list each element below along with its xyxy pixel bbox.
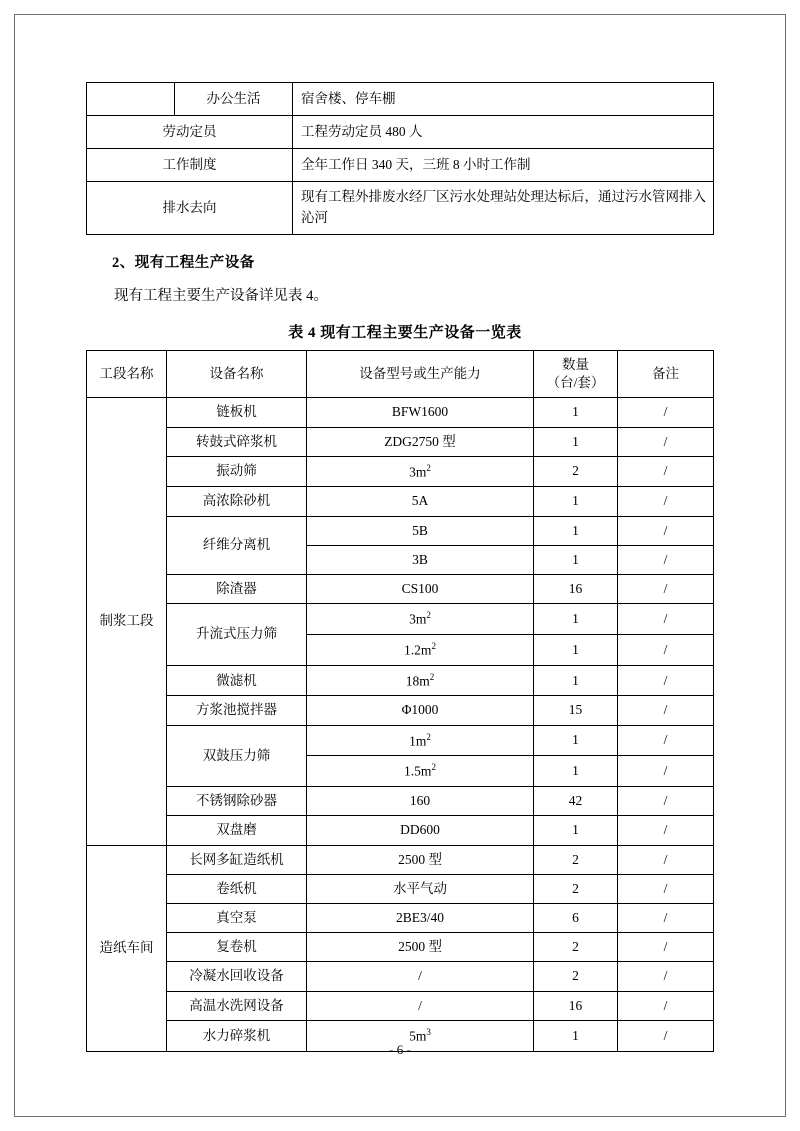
overview-row2-label: 工作制度 (87, 149, 293, 182)
equipment-quantity: 16 (534, 991, 618, 1020)
equipment-model: $18m^2$ (307, 665, 534, 696)
table-row (87, 725, 714, 756)
equipment-name: 水力碎浆机 (167, 1020, 307, 1051)
table-row (87, 456, 714, 487)
overview-row0-label (87, 83, 175, 116)
equipment-note: / (618, 845, 714, 874)
table-row (87, 427, 714, 456)
col-header-model: 设备型号或生产能力 (307, 350, 534, 397)
equipment-note: / (618, 933, 714, 962)
overview-row3-label: 排水去向 (87, 182, 293, 235)
equipment-note: / (618, 575, 714, 604)
table-row (87, 874, 714, 903)
equipment-quantity: 2 (534, 933, 618, 962)
equipment-note: / (618, 1020, 714, 1051)
equipment-model: 2500 型 (307, 933, 534, 962)
table-caption: 表 4 现有工程主要生产设备一览表 (288, 324, 522, 341)
equipment-model: $1.2m^2$ (307, 635, 534, 666)
page-content (86, 82, 714, 1052)
col-header-quantity-line1: 数量 (562, 356, 589, 372)
equipment-name: 纤维分离机 (167, 516, 307, 574)
overview-row1-label: 劳动定员 (87, 116, 293, 149)
equipment-quantity: 15 (534, 696, 618, 725)
equipment-note: / (618, 962, 714, 991)
equipment-model: 2500 型 (307, 845, 534, 874)
segment-name: 制浆工段 (87, 398, 167, 845)
section-paragraph: 现有工程主要生产设备详见表 4。 (114, 287, 328, 304)
equipment-name: 卷纸机 (167, 874, 307, 903)
equipment-note: / (618, 604, 714, 635)
equipment-quantity: 2 (534, 874, 618, 903)
equipment-quantity: 1 (534, 635, 618, 666)
equipment-model: / (307, 962, 534, 991)
equipment-quantity: 1 (534, 487, 618, 516)
equipment-model: Φ1000 (307, 696, 534, 725)
table-row (87, 604, 714, 635)
equipment-quantity: 2 (534, 456, 618, 487)
project-overview-table (86, 82, 714, 235)
equipment-note: / (618, 756, 714, 787)
equipment-name: 双盘磨 (167, 816, 307, 845)
equipment-name: 高浓除砂机 (167, 487, 307, 516)
equipment-model: 2BE3/40 (307, 904, 534, 933)
equipment-model: 5B (307, 516, 534, 545)
table-row (87, 816, 714, 845)
equipment-quantity: 1 (534, 604, 618, 635)
equipment-note: / (618, 398, 714, 427)
equipment-model: BFW1600 (307, 398, 534, 427)
equipment-quantity: 1 (534, 545, 618, 574)
table-header-row (87, 350, 714, 397)
equipment-name: 双鼓压力筛 (167, 725, 307, 786)
equipment-model: $3m^2$ (307, 456, 534, 487)
equipment-name: 除渣器 (167, 575, 307, 604)
table-row (87, 182, 714, 235)
equipment-quantity: 1 (534, 427, 618, 456)
equipment-note: / (618, 665, 714, 696)
equipment-note: / (618, 456, 714, 487)
equipment-name: 链板机 (167, 398, 307, 427)
equipment-name: 复卷机 (167, 933, 307, 962)
equipment-note: / (618, 427, 714, 456)
table-row (87, 575, 714, 604)
equipment-note: / (618, 787, 714, 816)
table-row (87, 933, 714, 962)
equipment-quantity: 1 (534, 725, 618, 756)
table-row (87, 991, 714, 1020)
equipment-note: / (618, 635, 714, 666)
table-row (87, 904, 714, 933)
equipment-quantity: 16 (534, 575, 618, 604)
equipment-quantity: 6 (534, 904, 618, 933)
equipment-note: / (618, 725, 714, 756)
equipment-model: CS100 (307, 575, 534, 604)
equipment-model: / (307, 991, 534, 1020)
overview-row1-value: 工程劳动定员 480 人 (293, 116, 714, 149)
section-heading: 2、现有工程生产设备 (112, 254, 255, 271)
equipment-model: $1m^2$ (307, 725, 534, 756)
overview-row0-value: 宿舍楼、停车棚 (293, 83, 714, 116)
col-header-equipment-name: 设备名称 (167, 350, 307, 397)
equipment-note: / (618, 487, 714, 516)
equipment-model: $1.5m^2$ (307, 756, 534, 787)
equipment-model: 5A (307, 487, 534, 516)
page-number: - 6 - (389, 1042, 411, 1057)
equipment-model: $3m^2$ (307, 604, 534, 635)
equipment-model: 3B (307, 545, 534, 574)
equipment-name: 转鼓式碎浆机 (167, 427, 307, 456)
equipment-quantity: 1 (534, 1020, 618, 1051)
equipment-model: $5m^3$ (307, 1020, 534, 1051)
equipment-note: / (618, 816, 714, 845)
equipment-quantity: 1 (534, 516, 618, 545)
equipment-model: 水平气动 (307, 874, 534, 903)
table-row (87, 665, 714, 696)
equipment-name: 真空泵 (167, 904, 307, 933)
equipment-model: ZDG2750 型 (307, 427, 534, 456)
equipment-name: 振动筛 (167, 456, 307, 487)
equipment-name: 高温水洗网设备 (167, 991, 307, 1020)
equipment-quantity: 2 (534, 962, 618, 991)
equipment-name: 长网多缸造纸机 (167, 845, 307, 874)
equipment-name: 升流式压力筛 (167, 604, 307, 665)
equipment-quantity: 1 (534, 756, 618, 787)
equipment-name: 微滤机 (167, 665, 307, 696)
col-header-segment: 工段名称 (87, 350, 167, 397)
table-row (87, 398, 714, 427)
col-header-quantity-line2: （台/套） (546, 375, 605, 391)
table-row (87, 962, 714, 991)
table-row (87, 487, 714, 516)
equipment-model: 160 (307, 787, 534, 816)
equipment-quantity: 1 (534, 665, 618, 696)
segment-name: 造纸车间 (87, 845, 167, 1051)
table-row (87, 116, 714, 149)
overview-row3-value: 现有工程外排废水经厂区污水处理站处理达标后，通过污水管网排入沁河 (293, 182, 714, 235)
equipment-quantity: 42 (534, 787, 618, 816)
table-row (87, 845, 714, 874)
equipment-quantity: 2 (534, 845, 618, 874)
equipment-name: 不锈钢除砂器 (167, 787, 307, 816)
equipment-note: / (618, 991, 714, 1020)
equipment-quantity: 1 (534, 398, 618, 427)
col-header-quantity (534, 350, 618, 397)
equipment-quantity: 1 (534, 816, 618, 845)
table-row (87, 696, 714, 725)
table-row (87, 149, 714, 182)
equipment-note: / (618, 696, 714, 725)
table-row (87, 516, 714, 545)
overview-row2-value: 全年工作日 340 天，三班 8 小时工作制 (293, 149, 714, 182)
equipment-note: / (618, 545, 714, 574)
table-row (87, 787, 714, 816)
col-header-note: 备注 (618, 350, 714, 397)
table-row (87, 83, 714, 116)
equipment-name: 冷凝水回收设备 (167, 962, 307, 991)
overview-row0-sublabel: 办公生活 (175, 83, 293, 116)
equipment-model: DD600 (307, 816, 534, 845)
equipment-note: / (618, 904, 714, 933)
equipment-table (86, 350, 714, 1052)
equipment-name: 方浆池搅拌器 (167, 696, 307, 725)
equipment-note: / (618, 874, 714, 903)
equipment-note: / (618, 516, 714, 545)
